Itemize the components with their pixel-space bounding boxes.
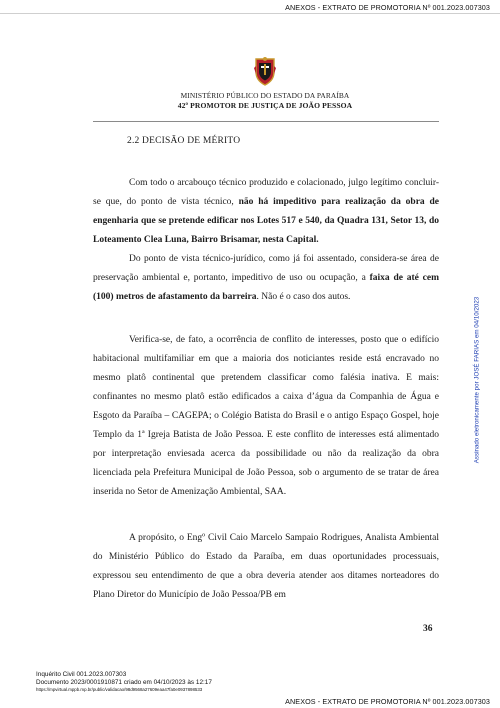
paragraph-2	[93, 250, 439, 307]
paragraph-1	[93, 174, 439, 250]
annex-header-label: ANEXOS - EXTRATO DE PROMOTORIA Nº 001.2023.007303	[285, 3, 490, 12]
paragraph-text: . Não é o caso dos autos.	[256, 292, 351, 302]
paragraph-text: A propósito, o Engº Civil Caio Marcelo Sampaio Rodrigues, Analista Ambiental do Ministério Público do Estado da Paraíba, em duas oportunidades processuais, expressou seu entendimento de que a obra deveria atender aos ditames norteadores do Plano Diretor do Município de João Pessoa/PB em	[93, 533, 439, 600]
section-title: 2.2 DECISÃO DE MÉRITO	[127, 136, 241, 146]
electronic-signature-note: Assinado eletronicamente por JOSÉ FARIAS em 04/10/2023	[473, 296, 481, 464]
header-divider	[93, 121, 439, 122]
paragraph-text: Do ponto de vista técnico-jurídico, como já foi assentado, considera-se área de preservação ambiental e, portanto, impeditivo de uso ou ocupação, a	[93, 254, 439, 283]
office-name: 42º PROMOTOR DE JUSTIÇA DE JOÃO PESSOA	[177, 101, 353, 110]
inquerito-label: Inquérito Civil 001.2023.007303	[36, 671, 127, 678]
paragraph-3	[93, 331, 439, 502]
paragraph-4	[93, 529, 439, 605]
validation-link[interactable]: https://mpvirtual.mppb.mp.br/public/validacao/98d9568a27609eaa47fa0e0937898533	[36, 687, 203, 692]
paragraph-text-bold: não há impeditivo para realização da obra de engenharia que se pretende edificar nos Lotes 517 e 540, da Quadra 131, Setor 13, do Loteamento Clea Luna, Bairro Brisamar, nesta Capital.	[93, 197, 439, 245]
paragraph-text-bold: faixa de até cem (100) metros de afastamento da barreira	[93, 273, 440, 302]
paragraph-text: Com todo o arcabouço técnico produzido e colacionado, julgo legítimo concluir-se que, do ponto de vista técnico,	[93, 178, 439, 207]
paragraph-text: Verifica-se, de fato, a ocorrência de conflito de interesses, posto que o edifício habitacional multifamiliar em que a maioria dos noticiantes reside está encravado no mesmo platô continental que pretendem classificar como falésia inativa. E mais: confinantes no mesmo platô estão edificados a caixa d’água da Companhia de Água e Esgoto da Paraíba – CAGEPA; o Colégio Batista do Brasil e o antigo Espaço Gospel, hoje Templo da 1ª Igreja Batista de João Pessoa. E este conflito de interesses está alimentado por interpretação enviesada acerca da possibilidade ou não da realização da obra licenciada pela Prefeitura Municipal de João Pessoa, sob o argumento de se tratar de área inserida no Setor de Amenização Ambiental, SAA.	[93, 335, 439, 497]
top-divider	[0, 13, 500, 14]
document-footer	[36, 671, 212, 693]
documento-label: Documento 2023/0001910871 criado em 04/10/2023 às 12:17	[36, 679, 212, 686]
institution-name: MINISTÉRIO PÚBLICO DO ESTADO DA PARAÍBA	[180, 91, 350, 100]
coat-of-arms-seal-icon	[252, 56, 278, 86]
page-number: 36	[423, 624, 433, 634]
annex-footer-label: ANEXOS - EXTRATO DE PROMOTORIA Nº 001.2023.007303	[285, 697, 490, 706]
